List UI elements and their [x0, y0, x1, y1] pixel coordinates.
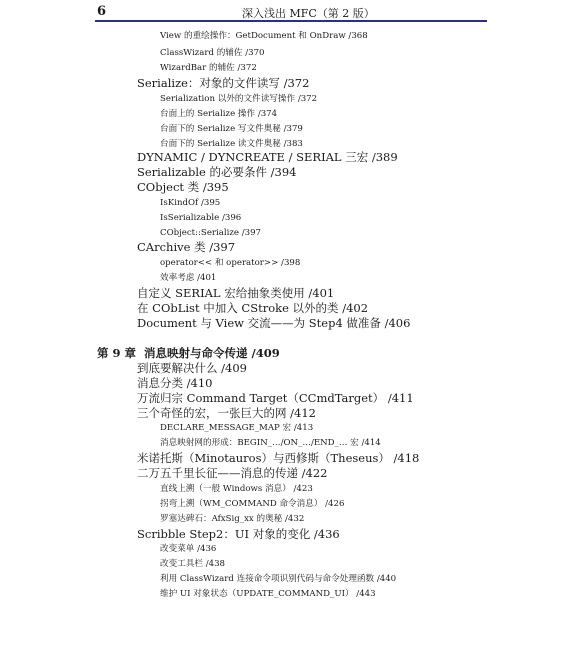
toc-entry: 消息映射网的形成：BEGIN_…/ON_…/END_… 宏 /414	[160, 438, 381, 448]
toc-entry: 改变菜单 /436	[160, 544, 217, 554]
chapter-number: 第 9 章	[97, 346, 137, 360]
toc-entry: 到底要解决什么 /409	[137, 361, 247, 375]
header-rule	[95, 20, 487, 22]
page-number: 6	[97, 4, 107, 19]
toc-entry: operator<< 和 operator>> /398	[160, 258, 301, 268]
toc-entry: 米诺托斯（Minotauros）与西修斯（Theseus） /418	[137, 451, 420, 465]
toc-entry: 消息分类 /410	[137, 376, 213, 390]
toc-entry: Serializable 的必要条件 /394	[137, 165, 297, 179]
toc-entry: 利用 ClassWizard 连接命令项识别代码与命令处理函数 /440	[160, 574, 397, 584]
toc-entry: WizardBar 的辅佐 /372	[160, 63, 257, 73]
page-header	[0, 0, 574, 22]
toc-entry: 台面下的 Serialize 读文件奥秘 /383	[160, 139, 303, 149]
toc-entry: Document 与 View 交流——为 Step4 做准备 /406	[137, 316, 411, 330]
toc-entry: CObject 类 /395	[137, 180, 229, 194]
toc-entry: 万流归宗 Command Target（CCmdTarget） /411	[137, 391, 414, 405]
toc-entry: 二万五千里长征——消息的传递 /422	[137, 466, 328, 480]
toc-entry: 在 CObList 中加入 CStroke 以外的类 /402	[137, 301, 369, 315]
toc-entry: CObject::Serialize /397	[160, 228, 262, 238]
toc-entry: IsKindOf /395	[160, 198, 221, 208]
chapter-heading	[97, 348, 280, 360]
toc-entry: View 的重绘操作：GetDocument 和 OnDraw /368	[160, 31, 368, 41]
toc-entry: 直线上溯（一般 Windows 消息） /423	[160, 484, 313, 494]
toc-entry: ClassWizard 的辅佐 /370	[160, 48, 265, 58]
toc-entry: 改变工具栏 /438	[160, 559, 225, 569]
toc-entry: 罗塞达碑石：AfxSig_xx 的奥秘 /432	[160, 514, 305, 524]
toc-entry: DECLARE_MESSAGE_MAP 宏 /413	[160, 423, 314, 433]
toc-entry: Serialize：对象的文件读写 /372	[137, 76, 310, 90]
toc-entry: IsSerializable /396	[160, 213, 242, 223]
toc-entry: DYNAMIC / DYNCREATE / SERIAL 三宏 /389	[137, 150, 398, 164]
toc-entry: 自定义 SERIAL 宏给抽象类使用 /401	[137, 286, 335, 300]
toc-entry: 台面下的 Serialize 写文件奥秘 /379	[160, 124, 303, 134]
chapter-title: 消息映射与命令传递 /409	[144, 346, 280, 360]
toc-entry: 台面上的 Serialize 操作 /374	[160, 109, 278, 119]
toc-entry: 效率考虑 /401	[160, 273, 217, 283]
toc-entry: Serialization 以外的文件读写操作 /372	[160, 94, 318, 104]
toc-entry: Scribble Step2：UI 对象的变化 /436	[137, 527, 340, 541]
running-title: 深入浅出 MFC（第 2 版）	[242, 7, 375, 20]
toc-entry: 拐弯上溯（WM_COMMAND 命令消息） /426	[160, 499, 345, 509]
toc-entry: 三个奇怪的宏，一张巨大的网 /412	[137, 406, 316, 420]
toc-entry: 维护 UI 对象状态（UPDATE_COMMAND_UI） /443	[160, 589, 376, 599]
toc-entry: CArchive 类 /397	[137, 240, 236, 254]
